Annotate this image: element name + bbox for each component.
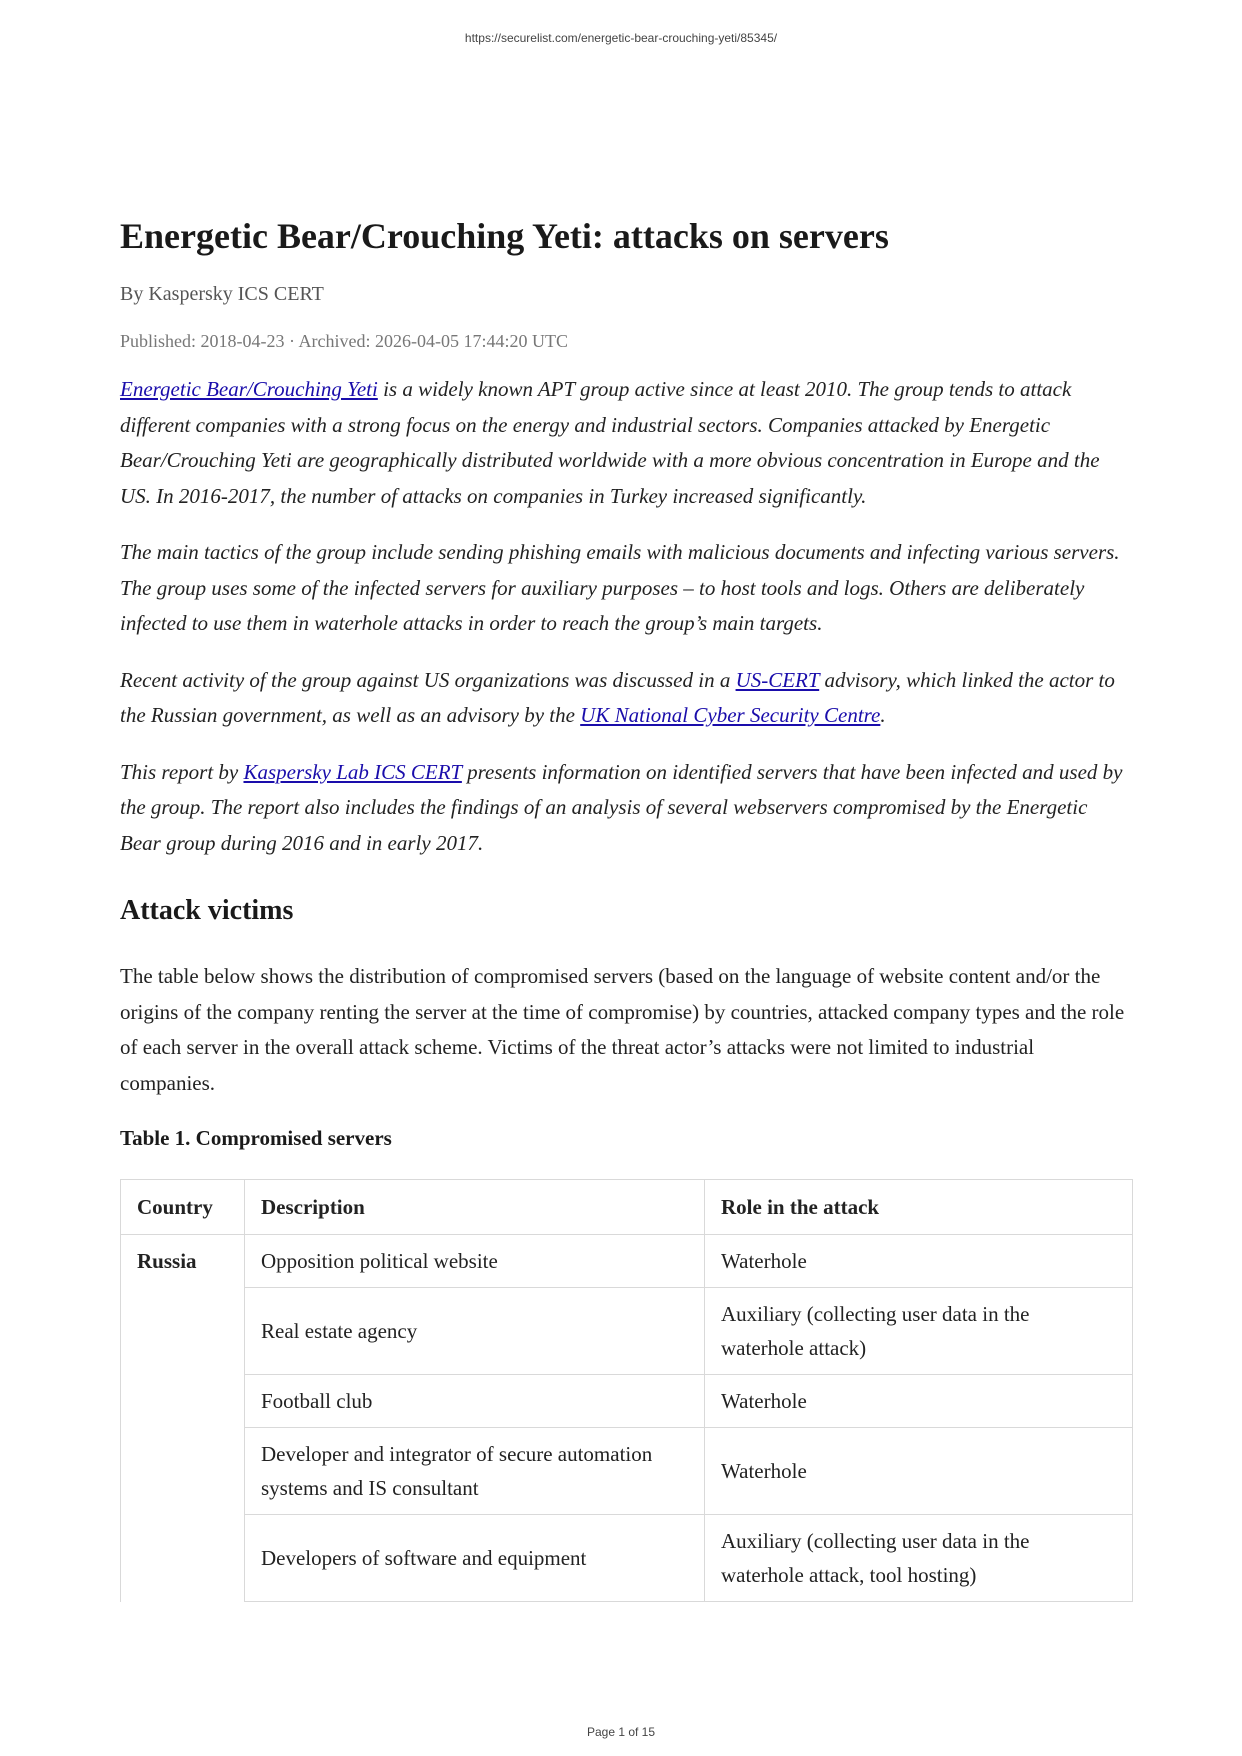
intro-paragraph-4-text-a: This report by	[120, 759, 244, 784]
uk-ncsc-link[interactable]: UK National Cyber Security Centre	[580, 703, 881, 727]
table-row	[121, 1515, 1133, 1602]
role-cell: Waterhole	[705, 1375, 1133, 1428]
description-cell: Real estate agency	[245, 1288, 705, 1375]
role-cell: Waterhole	[705, 1428, 1133, 1515]
article-byline: By Kaspersky ICS CERT	[120, 283, 324, 305]
role-cell: Auxiliary (collecting user data in the waterhole attack, tool hosting)	[705, 1515, 1133, 1602]
intro-paragraph-4	[120, 755, 1132, 862]
table-caption: Table 1. Compromised servers	[120, 1126, 392, 1150]
kaspersky-ics-cert-link[interactable]: Kaspersky Lab ICS CERT	[243, 759, 462, 784]
page-url-header: https://securelist.com/energetic-bear-crouching-yeti/85345/	[464, 31, 778, 45]
article-meta: Published: 2018-04-23 · Archived: 2026-04-05 17:44:20 UTC	[120, 331, 568, 351]
intro-paragraph-3-text-b: advisory, which linked the actor to the Russian government, as well as an advisory by the	[120, 667, 1115, 727]
page-number-footer: Page 1 of 15	[586, 1725, 656, 1739]
description-cell: Football club	[245, 1375, 705, 1428]
header-role: Role in the attack	[705, 1180, 1133, 1235]
section-paragraph: The table below shows the distribution of compromised servers (based on the language of website content and/or the origins of the company renting the server at the time of compromise) by countries, attacked company types and the role of each server in the overall attack scheme. Victims of the threat actor’s attacks were not limited to industrial companies.	[120, 964, 1125, 1095]
table-row	[121, 1428, 1133, 1515]
intro-paragraph-4-text-b: presents information on identified servers that have been infected and used by the group. The report also includes the findings of an analysis of several webservers compromised by the Energetic Bear group during 2016 and in early 2017.	[120, 759, 1123, 855]
article-intro	[120, 372, 1132, 861]
description-cell: Developers of software and equipment	[245, 1515, 705, 1602]
intro-paragraph-3-text-c: .	[880, 703, 886, 727]
us-cert-link[interactable]: US-CERT	[735, 667, 820, 692]
intro-paragraph-2: The main tactics of the group include sending phishing emails with malicious documents and infecting various servers. The group uses some of the infected servers for auxiliary purposes – to host tools and logs. Others are deliberately infected to use them in waterhole attacks in order to reach the group’s main targets.	[120, 540, 1120, 635]
table-row	[121, 1375, 1133, 1428]
compromised-servers-table	[120, 1179, 1133, 1602]
article-title: Energetic Bear/Crouching Yeti: attacks on servers	[120, 216, 889, 256]
role-cell: Waterhole	[705, 1235, 1133, 1288]
intro-paragraph-1-text: is a widely known APT group active since at least 2010. The group tends to attack different companies with a strong focus on the energy and industrial sectors. Companies attacked by Energetic Bear/Crouching Yeti are geographically distributed worldwide with a more obvious concentration in Europe and the US. In 2016-2017, the number of attacks on companies in Turkey increased significantly.	[120, 377, 1100, 508]
table-row	[121, 1288, 1133, 1375]
intro-paragraph-1	[120, 372, 1132, 514]
description-cell: Developer and integrator of secure automation systems and IS consultant	[245, 1428, 705, 1515]
energetic-bear-link[interactable]: Energetic Bear/Crouching Yeti	[120, 377, 378, 401]
intro-paragraph-3	[120, 663, 1132, 734]
table-row	[121, 1235, 1133, 1288]
article	[120, 212, 1132, 1602]
header-country: Country	[121, 1180, 245, 1235]
role-cell: Auxiliary (collecting user data in the waterhole attack)	[705, 1288, 1133, 1375]
table-header-row	[121, 1180, 1133, 1235]
description-cell: Opposition political website	[245, 1235, 705, 1288]
header-description: Description	[245, 1180, 705, 1235]
country-cell: Russia	[121, 1235, 245, 1602]
section-heading-attack-victims: Attack victims	[120, 895, 294, 926]
intro-paragraph-3-text-a: Recent activity of the group against US organizations was discussed in a	[120, 667, 736, 692]
